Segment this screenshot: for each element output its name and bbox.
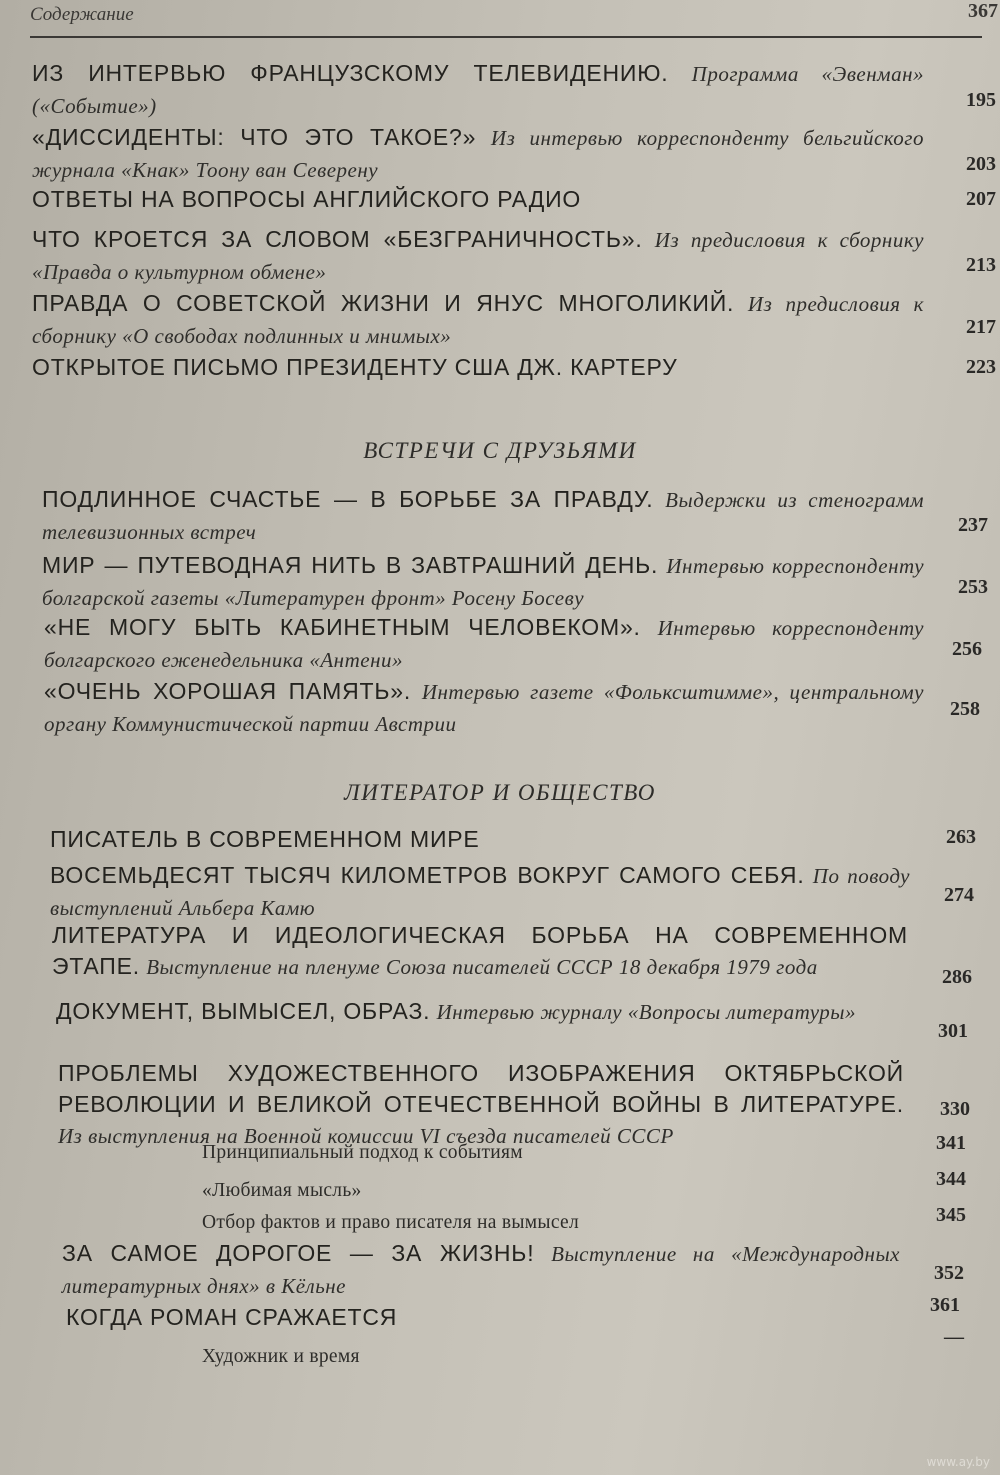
entry-title: КОГДА РОМАН СРАЖАЕТСЯ [66, 1304, 398, 1330]
entry-note: Из предисловия к сборнику «Правда о культурном обмене» [32, 228, 924, 284]
subentry-label: Художник и время [202, 1346, 360, 1367]
entry-page: 352 [934, 1262, 964, 1284]
toc-entry [58, 1058, 904, 1152]
toc-entry [56, 996, 908, 1028]
entry-note: Из интервью корреспонденту бельгийского журнала «Кнак» Тоону ван Северену [32, 126, 924, 182]
toc-entry [44, 676, 924, 740]
entry-title: ПРАВДА О СОВЕТСКОЙ ЖИЗНИ И ЯНУС МНОГОЛИКИЙ. [32, 290, 735, 316]
entry-note: Из выступления на Военной комиссии VI съезда писателей СССР [58, 1124, 674, 1148]
section-heading: ЛИТЕРАТОР И ОБЩЕСТВО [344, 780, 656, 805]
entry-note: Интервью корреспонденту болгарской газеты «Литературен фронт» Росену Босеву [42, 554, 925, 610]
entry-page: 213 [966, 254, 996, 276]
entry-note: Интервью корреспонденту болгарского еженедельника «Антени» [44, 616, 925, 672]
toc-entry [52, 920, 908, 983]
entry-title: ЛИТЕРАТУРА И ИДЕОЛОГИЧЕСКАЯ БОРЬБА НА СОВРЕМЕННОМ ЭТАПЕ. [52, 922, 908, 979]
entry-page: 256 [952, 638, 982, 660]
toc-entry [42, 550, 924, 614]
subentry-page: 341 [936, 1132, 966, 1154]
toc-entry [32, 122, 924, 186]
entry-page: 258 [950, 698, 980, 720]
entry-page: 195 [966, 89, 996, 111]
entry-title: «ОЧЕНЬ ХОРОШАЯ ПАМЯТЬ». [44, 678, 412, 704]
entry-title: ПОДЛИННОЕ СЧАСТЬЕ — В БОРЬБЕ ЗА ПРАВДУ. [42, 486, 654, 512]
entry-page: 301 [938, 1020, 968, 1042]
entry-title: ВОСЕМЬДЕСЯТ ТЫСЯЧ КИЛОМЕТРОВ ВОКРУГ САМОГО СЕБЯ. [50, 862, 805, 888]
entry-title: ИЗ ИНТЕРВЬЮ ФРАНЦУЗСКОМУ ТЕЛЕВИДЕНИЮ. [32, 60, 669, 86]
entry-title: ПИСАТЕЛЬ В СОВРЕМЕННОМ МИРЕ [50, 826, 480, 852]
toc-entry [50, 860, 910, 924]
entry-note: Выступление на «Международных литературных днях» в Кёльне [62, 1242, 900, 1298]
toc-entry [32, 288, 924, 352]
entry-title: ПРОБЛЕМЫ ХУДОЖЕСТВЕННОГО ИЗОБРАЖЕНИЯ ОКТЯБРЬСКОЙ РЕВОЛЮЦИИ И ВЕЛИКОЙ ОТЕЧЕСТВЕННОЙ ВОЙНЫ В ЛИТЕРАТУРЕ. [58, 1060, 904, 1117]
entry-note: Выступление на пленуме Союза писателей СССР 18 декабря 1979 года [146, 955, 818, 979]
entry-page: 330 [940, 1098, 970, 1120]
page-header [0, 0, 1000, 44]
subentry-label: «Любимая мысль» [202, 1180, 362, 1201]
page-number: 367 [968, 0, 998, 22]
entry-page: 203 [966, 153, 996, 175]
subentry-label: Принципиальный подход к событиям [202, 1142, 523, 1163]
toc-entry [66, 1302, 866, 1333]
header-rule [30, 36, 982, 38]
entry-note: Из предисловия к сборнику «О свободах подлинных и мнимых» [32, 292, 924, 348]
entry-note: Программа «Эвенман» («Событие») [32, 62, 924, 118]
entry-title: ОТВЕТЫ НА ВОПРОСЫ АНГЛИЙСКОГО РАДИО [32, 186, 582, 212]
entry-page: 217 [966, 316, 996, 338]
toc-entry [32, 352, 924, 383]
subentry-page: — [944, 1326, 964, 1348]
entry-note: Интервью журналу «Вопросы литературы» [436, 1000, 856, 1024]
entry-page: 207 [966, 188, 996, 210]
toc-entry [32, 224, 924, 288]
entry-page: 253 [958, 576, 988, 598]
subentry-label: Отбор фактов и право писателя на вымысел [202, 1212, 580, 1233]
toc-entry [50, 824, 910, 855]
entry-title: ОТКРЫТОЕ ПИСЬМО ПРЕЗИДЕНТУ США ДЖ. КАРТЕРУ [32, 354, 678, 380]
toc-entry [32, 184, 924, 215]
entry-note: По поводу выступлений Альбера Камю [50, 864, 910, 920]
subentry-page: 344 [936, 1168, 966, 1190]
entry-title: ЧТО КРОЕТСЯ ЗА СЛОВОМ «БЕЗГРАНИЧНОСТЬ». [32, 226, 643, 252]
running-head: Содержание [30, 4, 134, 25]
entry-page: 263 [946, 826, 976, 848]
section-heading: ВСТРЕЧИ С ДРУЗЬЯМИ [363, 438, 637, 463]
watermark: www.ay.by [926, 1455, 990, 1469]
entry-page: 274 [944, 884, 974, 906]
entry-page: 361 [930, 1294, 960, 1316]
toc-entry [42, 484, 924, 548]
entry-page: 286 [942, 966, 972, 988]
entry-title: ЗА САМОЕ ДОРОГОЕ — ЗА ЖИЗНЬ! [62, 1240, 535, 1266]
toc-entry [62, 1238, 900, 1302]
entry-page: 223 [966, 356, 996, 378]
entry-note: Выдержки из стенограмм телевизионных встреч [42, 488, 924, 544]
entry-page: 237 [958, 514, 988, 536]
entry-title: ДОКУМЕНТ, ВЫМЫСЕЛ, ОБРАЗ. [56, 998, 431, 1024]
entry-title: «НЕ МОГУ БЫТЬ КАБИНЕТНЫМ ЧЕЛОВЕКОМ». [44, 614, 641, 640]
entry-title: МИР — ПУТЕВОДНАЯ НИТЬ В ЗАВТРАШНИЙ ДЕНЬ. [42, 552, 659, 578]
toc-entry [44, 612, 924, 676]
entry-note: Интервью газете «Фольксштимме», центральному органу Коммунистической партии Австрии [44, 680, 924, 736]
subentry-page: 345 [936, 1204, 966, 1226]
toc-entry [32, 58, 924, 122]
entry-title: «ДИССИДЕНТЫ: ЧТО ЭТО ТАКОЕ?» [32, 124, 477, 150]
